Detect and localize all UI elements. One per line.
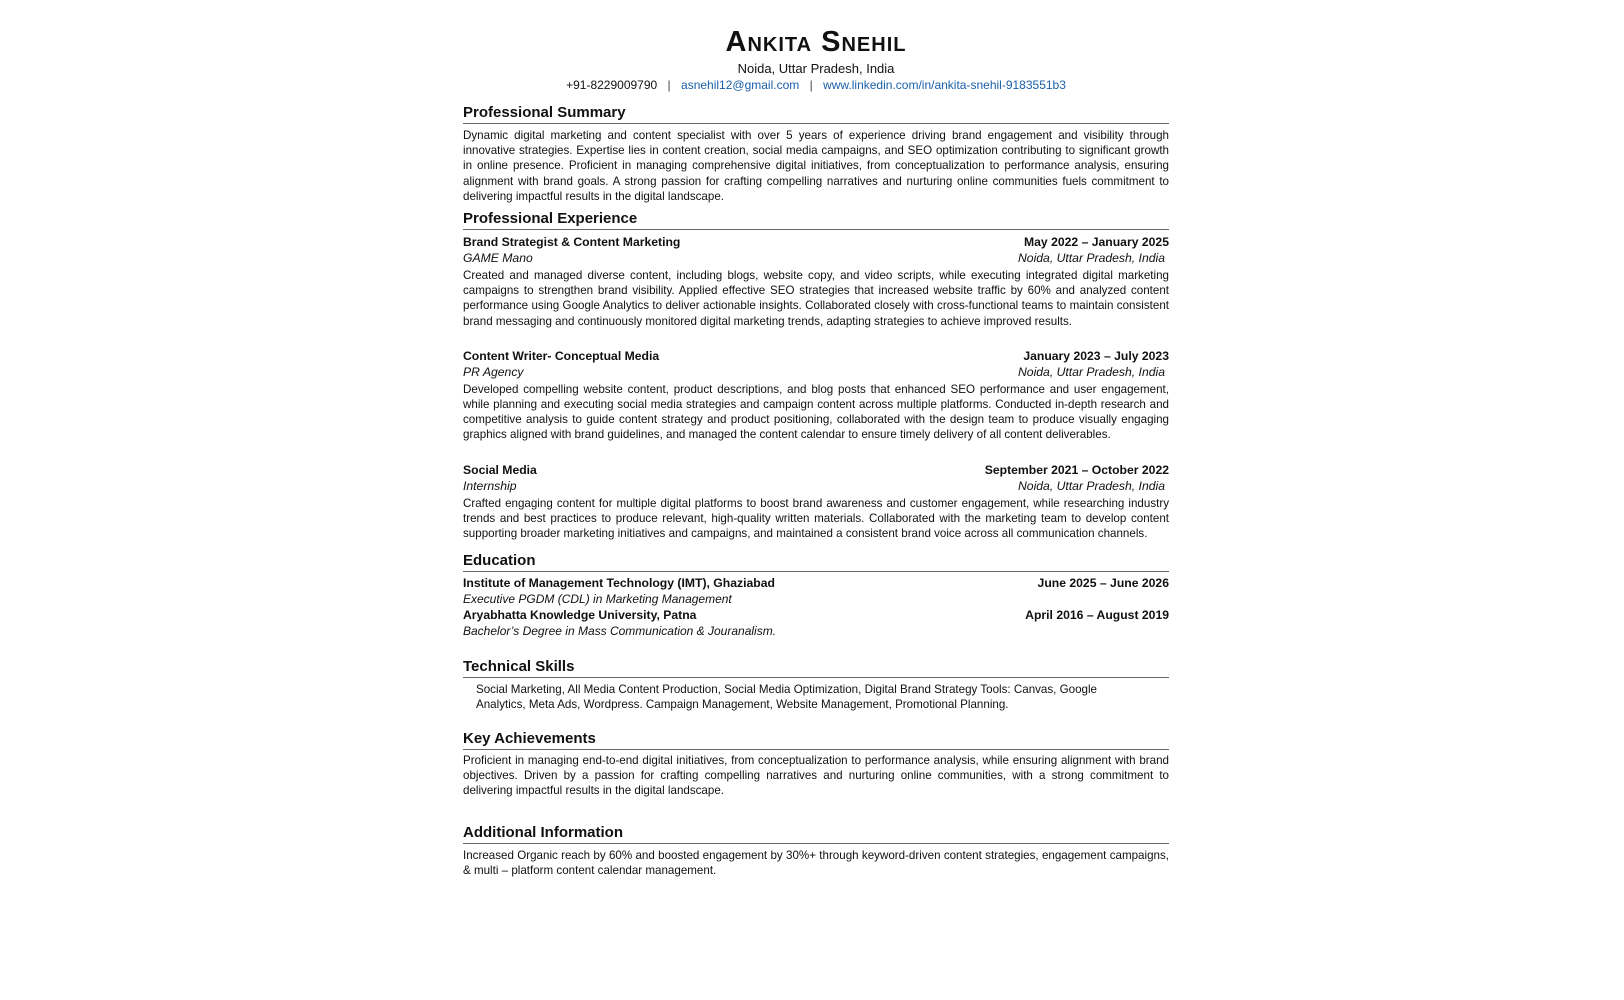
job-role: Social Media bbox=[463, 462, 537, 477]
job-location: Noida, Uttar Pradesh, India bbox=[1017, 364, 1165, 379]
job-dates: January 2023 – July 2023 bbox=[1023, 348, 1169, 363]
job-dates: September 2021 – October 2022 bbox=[984, 462, 1169, 477]
email-link[interactable]: asnehil12@gmail.com bbox=[681, 78, 800, 92]
job-location: Noida, Uttar Pradesh, India bbox=[1017, 251, 1165, 266]
section-title-education: Education bbox=[463, 552, 1169, 572]
phone-number: +91-8229009790 bbox=[566, 78, 658, 92]
section-title-summary: Professional Summary bbox=[463, 104, 1169, 124]
job-entry bbox=[463, 462, 1169, 542]
candidate-location: Noida, Uttar Pradesh, India bbox=[737, 61, 895, 76]
job-role: Brand Strategist & Content Marketing bbox=[463, 235, 681, 250]
section-title-additional: Additional Information bbox=[463, 824, 1169, 844]
candidate-name: Ankita Snehil bbox=[725, 26, 907, 58]
education-dates: April 2016 – August 2019 bbox=[1025, 608, 1169, 623]
job-company: GAME Mano bbox=[463, 251, 533, 266]
contact-separator: | bbox=[809, 78, 813, 92]
job-company: PR Agency bbox=[463, 364, 524, 379]
resume-header bbox=[463, 24, 1169, 94]
linkedin-link[interactable]: www.linkedin.com/in/ankita-snehil-9183551b3 bbox=[823, 78, 1066, 92]
summary-section bbox=[463, 104, 1169, 204]
contact-separator: | bbox=[667, 78, 671, 92]
additional-text: Increased Organic reach by 60% and boosted engagement by 30%+ through keyword-driven content strategies, engagement campaigns, & multi – platform content calendar management. bbox=[463, 849, 1169, 878]
section-title-skills: Technical Skills bbox=[463, 658, 1169, 678]
skills-text: Social Marketing, All Media Content Production, Social Media Optimization, Digital Brand Strategy Tools: Canvas, Google Analytics, Meta Ads, Wordpress. Campaign Management, Website Management, Promotional Planning. bbox=[476, 683, 1098, 712]
job-description: Developed compelling website content, product descriptions, and blog posts that enhanced SEO performance and user engagement, while planning and executing social media strategies and campaign content across multiple platforms. Conducted in-depth research and competitive analysis to guide content strategy and product positioning, collaborated with the design team to produce visually engaging graphics aligned with brand guidelines, and managed the content calendar to ensure timely delivery of all content deliverables. bbox=[463, 382, 1169, 442]
skills-section bbox=[463, 658, 1169, 712]
job-role: Content Writer- Conceptual Media bbox=[463, 348, 660, 363]
job-entry bbox=[463, 348, 1169, 443]
education-dates: June 2025 – June 2026 bbox=[1037, 576, 1169, 591]
job-dates: May 2022 – January 2025 bbox=[1023, 235, 1169, 250]
achievements-text: Proficient in managing end-to-end digital initiatives, from conceptualization to performance analysis, while ensuring alignment with brand objectives. Driven by a passion for crafting compelling narratives and nurturing online communities, with a strong commitment to delivering impactful results in the digital landscape. bbox=[463, 753, 1169, 798]
contact-line bbox=[463, 77, 1169, 94]
resume-page bbox=[463, 24, 1169, 879]
school-name: Institute of Management Technology (IMT), Ghaziabad bbox=[463, 576, 775, 591]
school-name: Aryabhatta Knowledge University, Patna bbox=[463, 608, 697, 623]
summary-text: Dynamic digital marketing and content specialist with over 5 years of experience driving brand engagement and visibility through innovative strategies. Expertise lies in content creation, social media campaigns, and SEO optimization contributing to significant growth in online presence. Proficient in managing comprehensive digital initiatives, from conceptualization to performance analysis, ensuring alignment with brand goals. A strong passion for crafting compelling narratives and nurturing online communities fuels commitment to delivering impactful results in the digital landscape. bbox=[463, 129, 1169, 203]
degree-name: Executive PGDM (CDL) in Marketing Management bbox=[463, 592, 732, 607]
job-company: Internship bbox=[463, 478, 517, 493]
section-title-achievements: Key Achievements bbox=[463, 730, 1169, 750]
additional-section bbox=[463, 824, 1169, 878]
education-entry bbox=[463, 575, 1169, 607]
education-entry bbox=[463, 607, 1169, 639]
education-section bbox=[463, 552, 1169, 639]
job-description: Created and managed diverse content, including blogs, website copy, and video scripts, while executing integrated digital marketing campaigns to strengthen brand visibility. Applied effective SEO strategies that increased website traffic by 60% and analyzed content performance using Google Analytics to deliver actionable insights. Collaborated closely with cross-functional teams to maintain consistent brand messaging and continuously monitored digital marketing trends, adapting strategies to achieve improved results. bbox=[463, 269, 1169, 328]
job-entry bbox=[463, 234, 1169, 329]
section-title-experience: Professional Experience bbox=[463, 210, 1169, 230]
degree-name: Bachelor’s Degree in Mass Communication & Jouranalism. bbox=[463, 624, 777, 639]
experience-section bbox=[463, 210, 1169, 541]
job-location: Noida, Uttar Pradesh, India bbox=[1017, 478, 1165, 493]
achievements-section bbox=[463, 730, 1169, 799]
job-description: Crafted engaging content for multiple digital platforms to boost brand awareness and customer engagement, while researching industry trends and best practices to produce relevant, high-quality written materials. Collaborated with the marketing team to develop content supporting broader marketing initiatives and campaigns, and maintained a consistent brand voice across all communication channels. bbox=[463, 496, 1169, 541]
